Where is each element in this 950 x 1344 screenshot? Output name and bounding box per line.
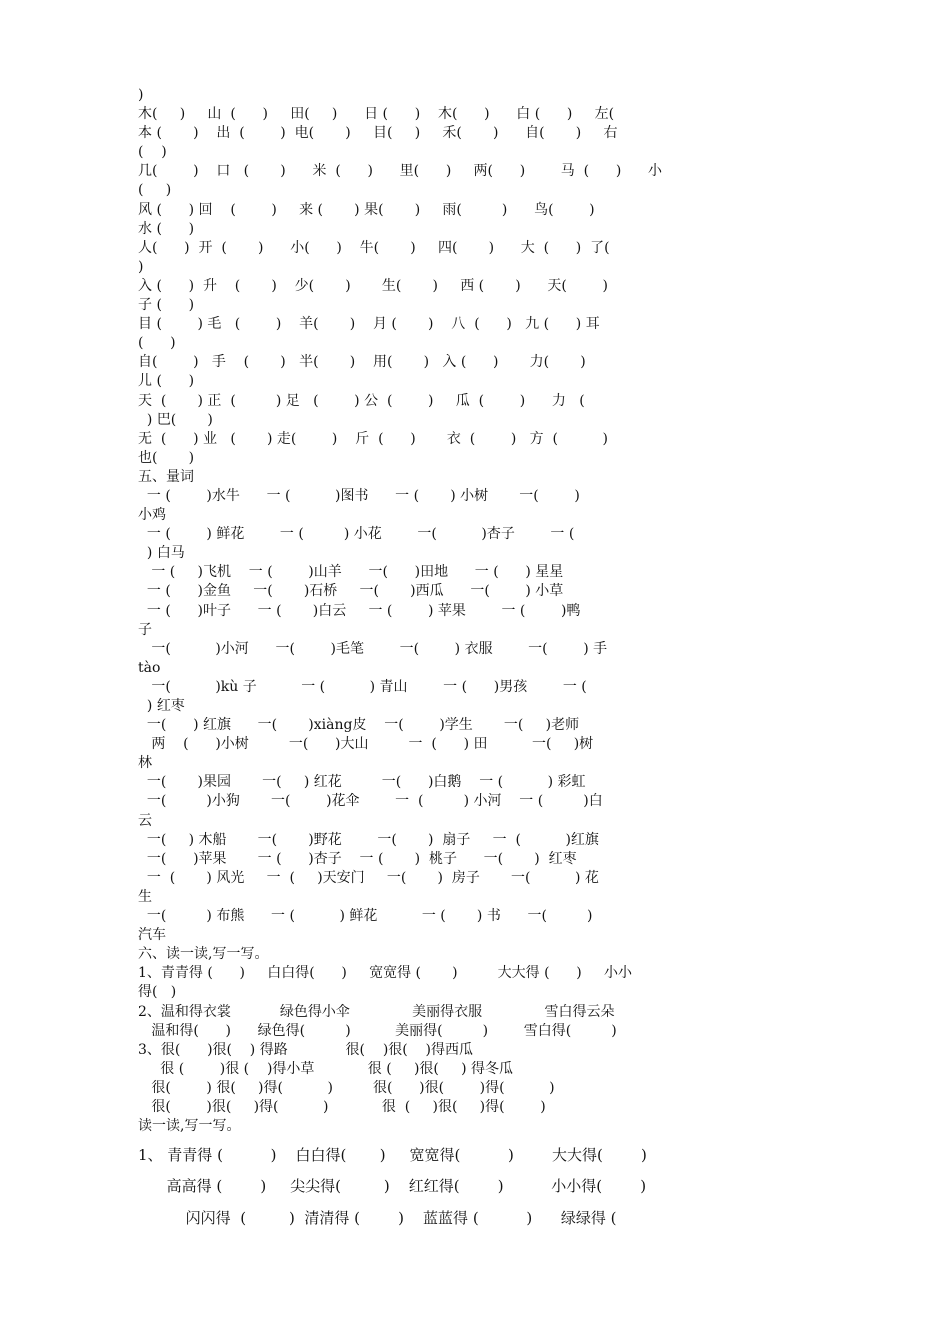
text-line: 一( )小河 一( )毛笔 一( ) 衣服 一( ) 手 — [138, 640, 608, 657]
reading-exercise — [138, 1140, 818, 1234]
text-line: 也( ) — [138, 449, 195, 466]
text-line: 一( ) 红旗 一( )xiàng皮 一( )学生 一( )老师 — [138, 717, 580, 734]
text-line: 一( )小狗 一( )花伞 一 ( ) 小河 一 ( )白 — [138, 793, 603, 810]
text-line: 一 ( ) 风光 一 ( )天安门 一( ) 房子 一( ) 花 — [138, 869, 599, 886]
text-line: 很 ( )很 ( )得小草 很 ( )很( ) 得冬瓜 — [138, 1060, 514, 1077]
text-line: 子 — [138, 621, 152, 638]
text-line: 木( ) 山 ( ) 田( ) 日 ( ) 木( ) 白 ( ) 左( — [138, 106, 615, 123]
text-line: 风 ( ) 回 ( ) 来 ( ) 果( ) 雨( ) 鸟( ) — [138, 201, 595, 218]
text-line: 云 — [138, 812, 152, 829]
text-line: ) 巴( ) — [138, 411, 213, 428]
text-line: 1、青青得 ( ) 白白得( ) 宽宽得 ( ) 大大得 ( ) 小小 — [138, 965, 633, 982]
worksheet — [138, 86, 818, 1234]
text-line: 3、很( )很( ) 得路 很( )很( )得西瓜 — [138, 1041, 474, 1058]
text-line: 六、读一读,写一写。 — [138, 946, 269, 963]
text-line: 很( )很( )得( ) 很 ( )很( )得( ) — [138, 1098, 546, 1115]
text-line: 目 ( ) 毛 ( ) 羊( ) 月 ( ) 八 ( ) 九 ( ) 耳 — [138, 316, 600, 333]
text-line: 温和得( ) 绿色得( ) 美丽得( ) 雪白得( ) — [138, 1022, 617, 1039]
text-line: 本 ( ) 出 ( ) 电( ) 目( ) 禾( ) 自( ) 右 — [138, 125, 618, 142]
text-line: 读一读,写一写。 — [138, 1118, 241, 1135]
text-line: 一 ( )飞机 一 ( )山羊 一( )田地 一 ( ) 星星 — [138, 564, 564, 581]
text-line: 生 — [138, 888, 152, 905]
text-line: 林 — [138, 755, 152, 772]
text-line: 自( ) 手 ( ) 半( ) 用( ) 入 ( ) 力( ) — [138, 354, 586, 371]
text-line: 一 ( )金鱼 一( )石桥 一( )西瓜 一( ) 小草 — [138, 583, 564, 600]
text-line: 2、温和得衣裳 绿色得小伞 美丽得衣服 雪白得云朵 — [138, 1003, 615, 1020]
text-line: ) — [138, 87, 144, 103]
text-line: 入 ( ) 升 ( ) 少( ) 生( ) 西 ( ) 天( ) — [138, 277, 608, 294]
worksheet-lines — [138, 86, 818, 1136]
text-line: 一 ( ) 鲜花 一 ( ) 小花 一( )杏子 一 ( — [138, 526, 575, 543]
text-line: 一( ) 布熊 一 ( ) 鲜花 一 ( ) 书 一( ) — [138, 908, 593, 925]
text-line: 小鸡 — [138, 507, 166, 524]
exercise-line: 高高得 ( ) 尖尖得( ) 红红得( ) 小小得( ) — [138, 1177, 647, 1196]
text-line: ( ) — [138, 182, 172, 199]
exercise-line: 闪闪得 ( ) 清清得 ( ) 蓝蓝得 ( ) 绿绿得 ( — [138, 1209, 617, 1228]
text-line: 一( )kù 子 一 ( ) 青山 一 ( )男孩 一 ( — [138, 678, 587, 695]
text-line: ) — [138, 258, 144, 275]
exercise-line: 1、 青青得 ( ) 白白得( ) 宽宽得( ) 大大得( ) — [138, 1146, 647, 1165]
text-line: 儿 ( ) — [138, 373, 195, 390]
text-line: 水 ( ) — [138, 220, 195, 237]
text-line: ( ) — [138, 144, 167, 161]
text-line: 很( ) 很( )得( ) 很( )很( )得( ) — [138, 1079, 555, 1096]
text-line: 几( ) 口 ( ) 米 ( ) 里( ) 两( ) 马 ( ) 小 — [138, 163, 663, 180]
text-line: 子 ( ) — [138, 297, 195, 314]
text-line: 一( )果园 一( ) 红花 一( )白鹅 一 ( ) 彩虹 — [138, 774, 586, 791]
text-line: 两 ( )小树 一( )大山 一 ( ) 田 一( )树 — [138, 736, 594, 753]
text-line: 得( ) — [138, 984, 177, 1001]
text-line: ) 红枣 — [138, 698, 185, 714]
text-line: 一 ( )叶子 一 ( )白云 一 ( ) 苹果 一 ( )鸭 — [138, 602, 581, 619]
text-line: 汽车 — [138, 927, 166, 944]
text-line: 天 ( ) 正 ( ) 足 ( ) 公 ( ) 瓜 ( ) 力 ( — [138, 392, 585, 409]
text-line: tào — [138, 659, 161, 676]
text-line: 无 ( ) 业 ( ) 走( ) 斤 ( ) 衣 ( ) 方 ( ) — [138, 430, 608, 447]
text-line: 一( ) 木船 一( )野花 一( ) 扇子 一 ( )红旗 — [138, 831, 599, 848]
text-line: 一 ( )水牛 一 ( )图书 一 ( ) 小树 一( ) — [138, 487, 580, 504]
text-line: 人( ) 开 ( ) 小( ) 牛( ) 四( ) 大 ( ) 了( — [138, 239, 610, 256]
text-line: 五、量词 — [138, 468, 194, 485]
text-line: 一( )苹果 一 ( )杏子 一 ( ) 桃子 一( ) 红枣 — [138, 850, 577, 867]
text-line: ( ) — [138, 335, 176, 352]
text-line: ) 白马 — [138, 545, 185, 562]
